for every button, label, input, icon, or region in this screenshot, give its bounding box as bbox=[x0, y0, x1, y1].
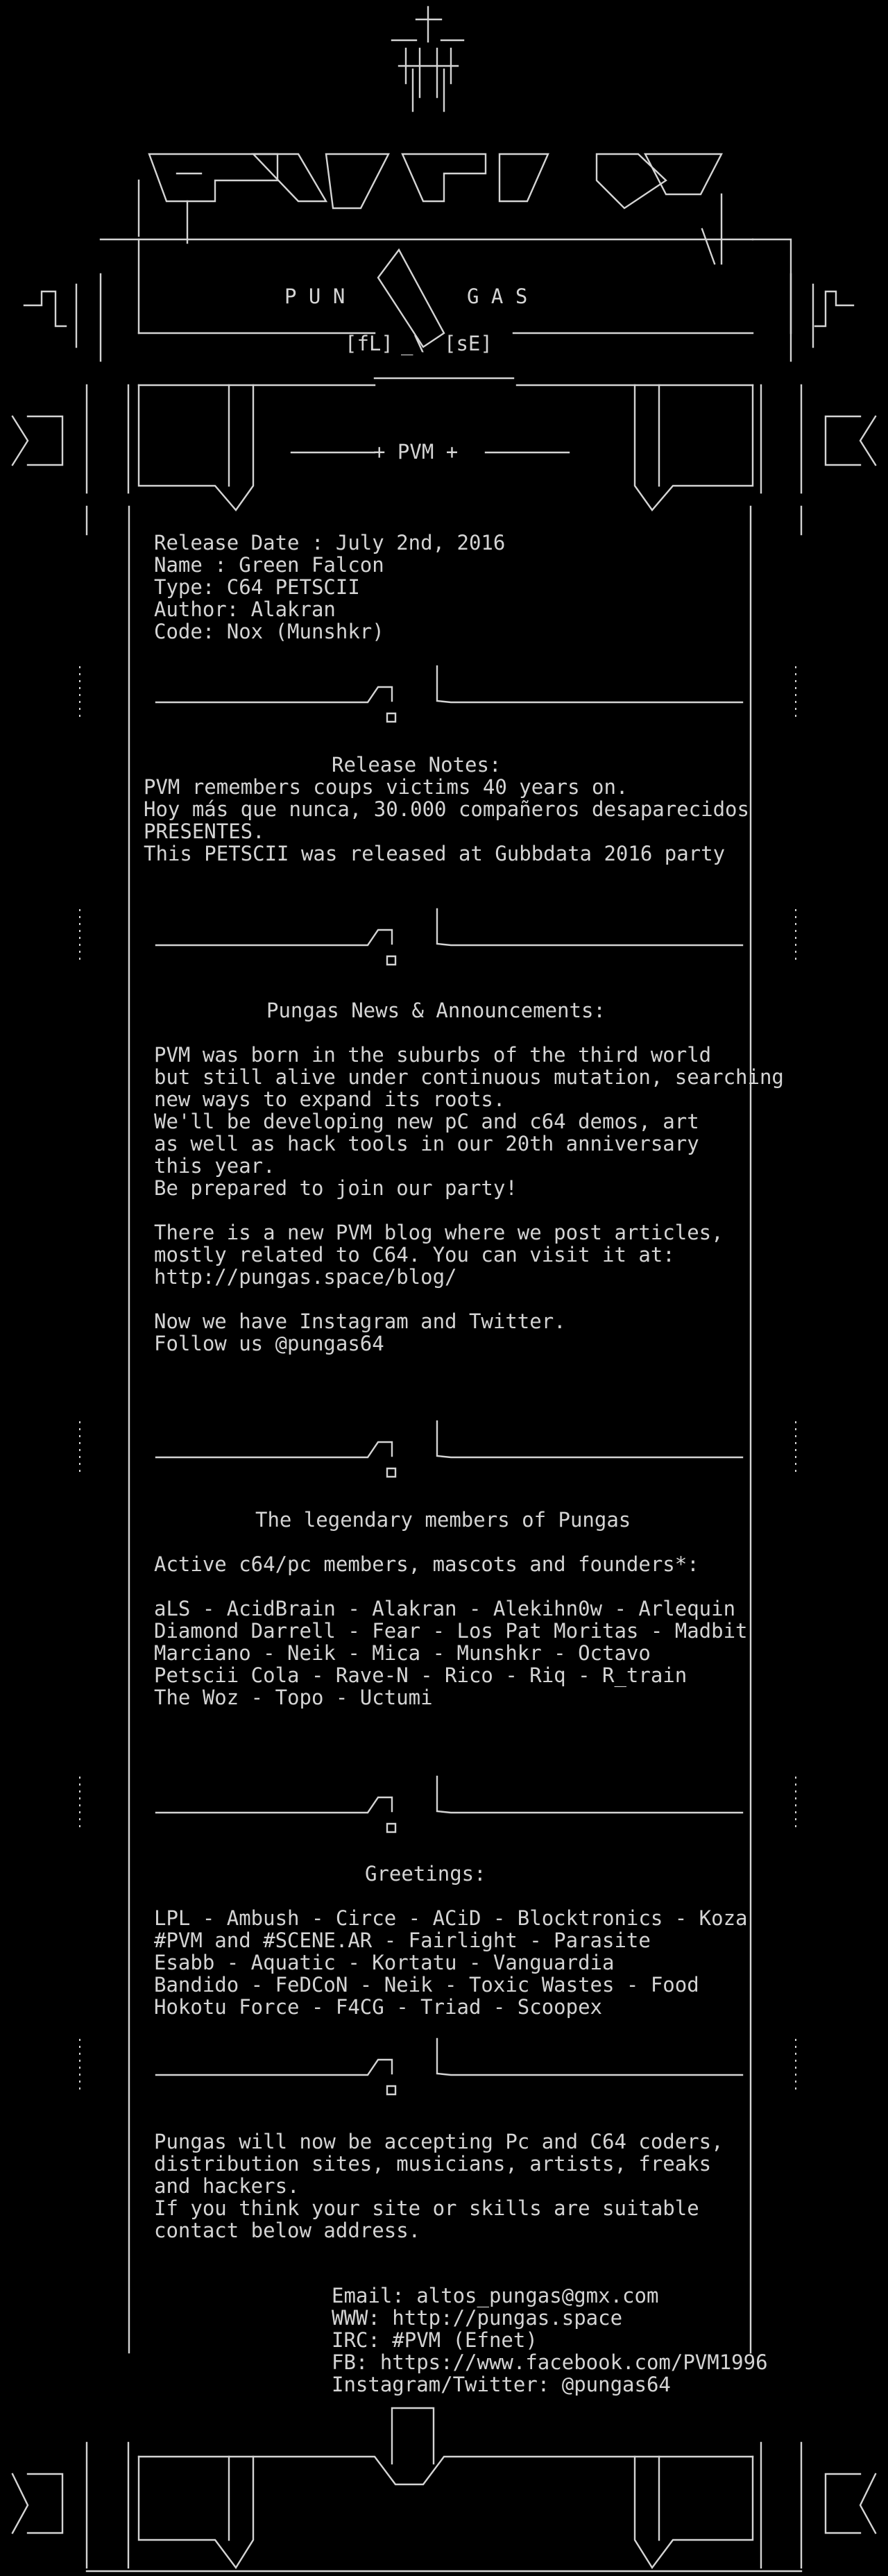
contact-irc: IRC: #PVM (Efnet) bbox=[332, 2328, 538, 2352]
news-line: We'll be developing new pC and c64 demos, art bbox=[154, 1110, 699, 1133]
release-date: Release Date : July 2nd, 2016 bbox=[154, 531, 506, 554]
news-line: new ways to expand its roots. bbox=[154, 1087, 506, 1111]
tag-left: [fL] bbox=[345, 332, 393, 355]
notes-line: PRESENTES. bbox=[144, 820, 265, 843]
news-line: this year. bbox=[154, 1154, 275, 1178]
section-divider bbox=[80, 1777, 796, 1832]
recruit-section bbox=[154, 2130, 724, 2242]
news-section bbox=[154, 999, 784, 1355]
news-line: Be prepared to join our party! bbox=[154, 1176, 518, 1200]
news-title: Pungas News & Announcements: bbox=[266, 999, 606, 1022]
group-name-right: G A S bbox=[467, 285, 528, 308]
greetings-line: LPL - Ambush - Circe - ACiD - Blocktronics - Koza bbox=[154, 1906, 748, 1930]
recruit-line: and hackers. bbox=[154, 2174, 300, 2198]
news-line: There is a new PVM blog where we post articles, bbox=[154, 1221, 724, 1244]
members-line: Diamond Darrell - Fear - Los Pat Moritas - Madbit bbox=[154, 1619, 748, 1643]
greetings-line: Bandido - FeDCoN - Neik - Toxic Wastes - Food bbox=[154, 1973, 699, 1997]
contact-section bbox=[332, 2284, 768, 2396]
contact-email: Email: altos_pungas@gmx.com bbox=[332, 2284, 659, 2307]
release-name: Name : Green Falcon bbox=[154, 553, 384, 577]
header-frame-art bbox=[24, 239, 853, 378]
news-line: as well as hack tools in our 20th anniversary bbox=[154, 1132, 699, 1155]
greetings-line: Hokotu Force - F4CG - Triad - Scoopex bbox=[154, 1995, 603, 2019]
recruit-line: contact below address. bbox=[154, 2219, 421, 2242]
news-line: Now we have Instagram and Twitter. bbox=[154, 1310, 566, 1333]
release-info bbox=[154, 531, 505, 643]
release-tag: + PVM + bbox=[373, 440, 459, 464]
greetings-title: Greetings: bbox=[365, 1862, 486, 1886]
section-divider bbox=[80, 666, 796, 722]
notes-line: PVM remembers coups victims 40 years on. bbox=[144, 775, 629, 799]
release-author: Author: Alakran bbox=[154, 598, 336, 621]
release-type: Type: C64 PETSCII bbox=[154, 575, 360, 599]
section-divider bbox=[80, 1421, 796, 1477]
recruit-line: distribution sites, musicians, artists, freaks bbox=[154, 2152, 712, 2176]
section-divider bbox=[80, 909, 796, 965]
tag-mid: _\ bbox=[401, 332, 425, 355]
pungas-logo-art bbox=[139, 154, 722, 264]
release-code: Code: Nox (Munshkr) bbox=[154, 620, 384, 643]
news-line: PVM was born in the suburbs of the third world bbox=[154, 1043, 712, 1067]
members-line: The Woz - Topo - Uctumi bbox=[154, 1686, 433, 1709]
members-line: Petscii Cola - Rave-N - Rico - Riq - R_train bbox=[154, 1663, 688, 1687]
greetings-line: #PVM and #SCENE.AR - Fairlight - Parasite bbox=[154, 1929, 651, 1952]
footer-art bbox=[12, 2408, 876, 2571]
news-line: http://pungas.space/blog/ bbox=[154, 1265, 457, 1289]
recruit-line: If you think your site or skills are suitable bbox=[154, 2196, 699, 2220]
notes-line: This PETSCII was released at Gubbdata 2016 party bbox=[144, 842, 726, 865]
release-notes bbox=[144, 753, 749, 865]
contact-www: WWW: http://pungas.space bbox=[332, 2306, 623, 2330]
members-title: The legendary members of Pungas bbox=[255, 1508, 631, 1532]
members-intro: Active c64/pc members, mascots and founders*: bbox=[154, 1552, 699, 1576]
greetings-line: Esabb - Aquatic - Kortatu - Vanguardia bbox=[154, 1951, 615, 1974]
contact-fb: FB: https://www.facebook.com/PVM1996 bbox=[332, 2350, 768, 2374]
tag-right: [sE] bbox=[444, 332, 493, 355]
notes-title: Release Notes: bbox=[332, 753, 502, 777]
group-name-left: P U N bbox=[284, 285, 345, 308]
contact-social: Instagram/Twitter: @pungas64 bbox=[332, 2373, 671, 2396]
members-line: Marciano - Neik - Mica - Munshkr - Octavo bbox=[154, 1641, 651, 1665]
section-divider bbox=[80, 2039, 796, 2094]
notes-line: Hoy más que nunca, 30.000 compañeros desaparecidos bbox=[144, 797, 749, 821]
header-art bbox=[12, 7, 876, 510]
news-line: Follow us @pungas64 bbox=[154, 1332, 384, 1355]
antenna-art bbox=[392, 7, 463, 111]
recruit-line: Pungas will now be accepting Pc and C64 coders, bbox=[154, 2130, 724, 2153]
news-line: mostly related to C64. You can visit it at: bbox=[154, 1243, 675, 1266]
members-section bbox=[154, 1508, 748, 1709]
news-line: but still alive under continuous mutation, searching bbox=[154, 1065, 784, 1089]
greetings-section bbox=[154, 1862, 748, 2019]
members-line: aLS - AcidBrain - Alakran - Alekihn0w - Arlequin bbox=[154, 1597, 736, 1620]
